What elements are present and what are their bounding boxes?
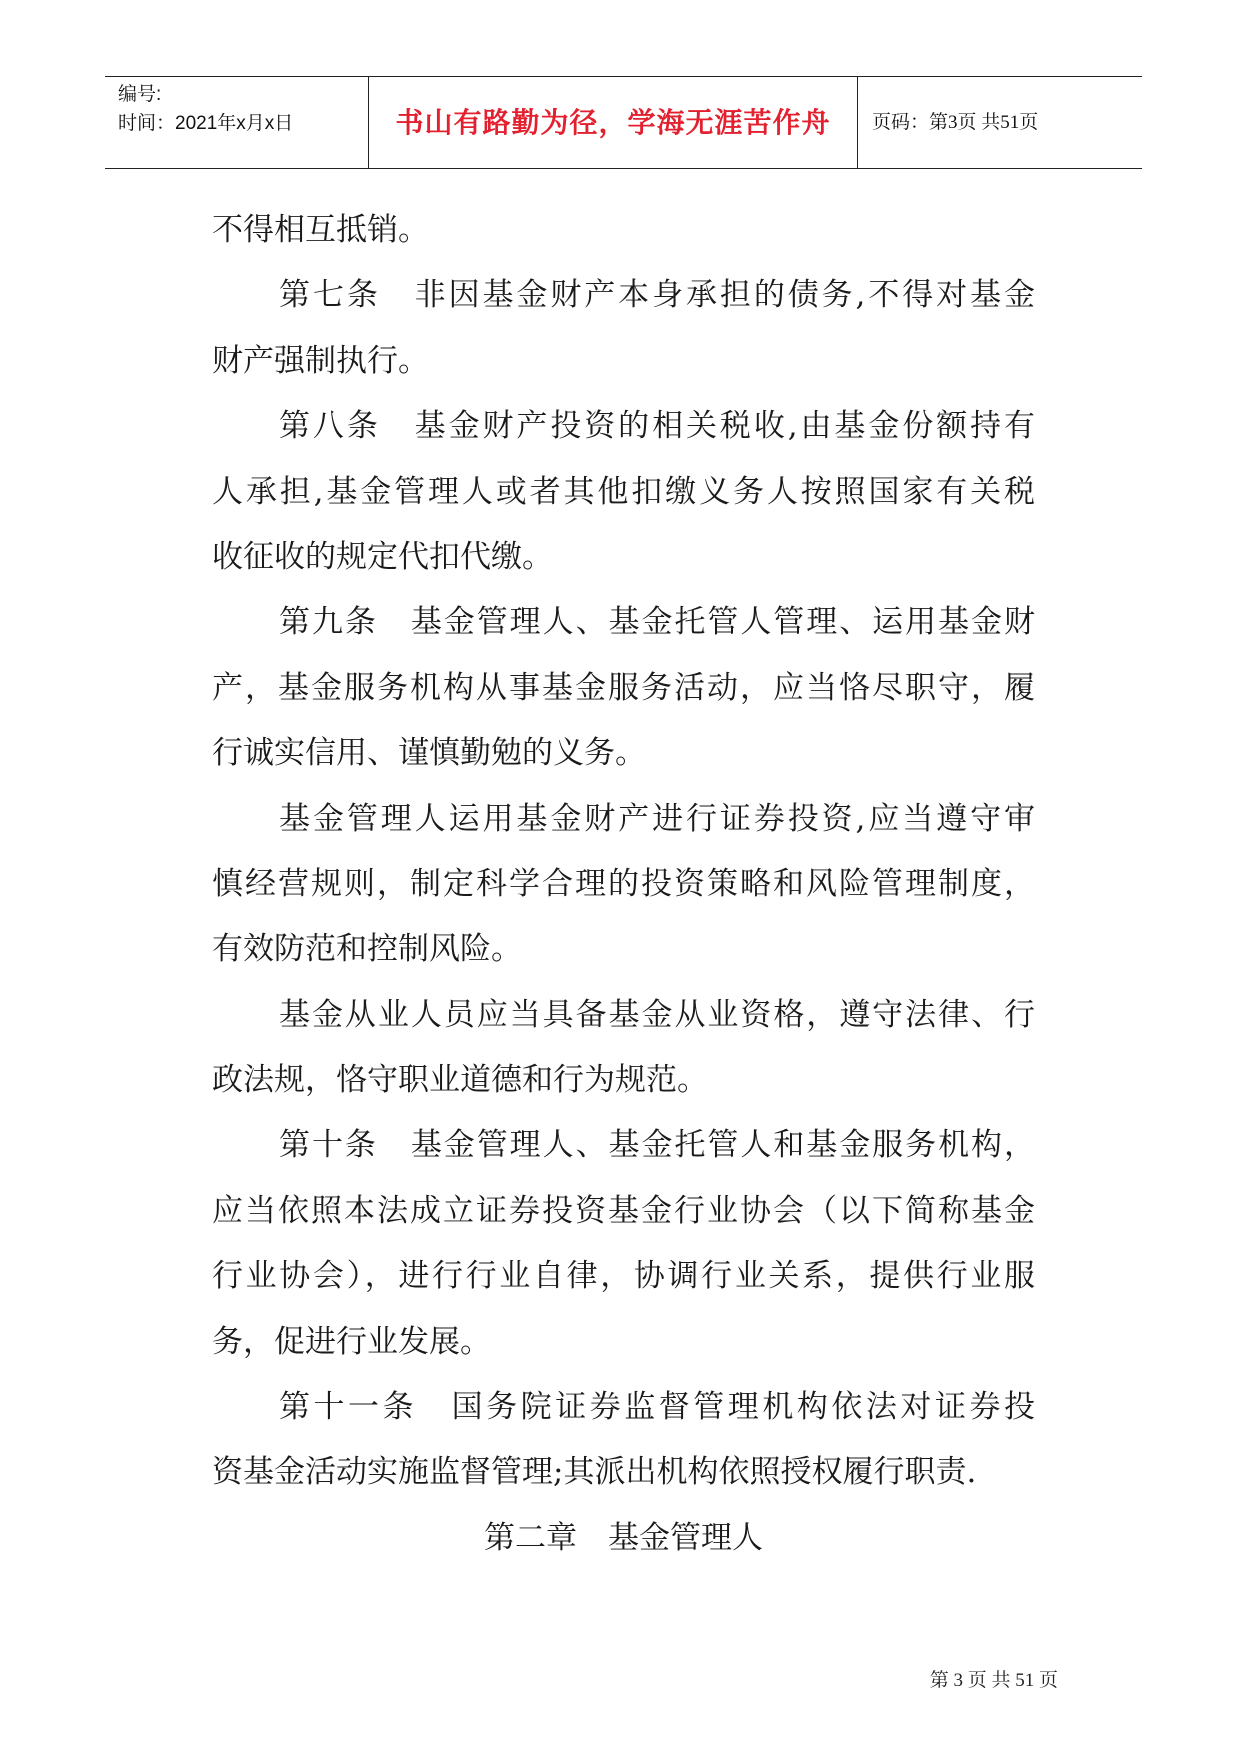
page-footer-number: 第 3 页 共 51 页 xyxy=(929,1670,1058,1691)
chapter-heading: 第二章 基金管理人 xyxy=(484,1519,763,1556)
article-8-line: 第八条 基金财产投资的相关税收,由基金份额持有 xyxy=(279,408,1035,445)
document-body xyxy=(212,198,1035,1571)
header-divider xyxy=(368,77,369,168)
article-9-para2-line: 慎经营规则，制定科学合理的投资策略和风险管理制度， xyxy=(212,865,1035,902)
header-divider xyxy=(857,77,858,168)
article-9-line: 产，基金服务机构从事基金服务活动，应当恪尽职守，履 xyxy=(212,669,1035,706)
article-9-para3-line: 基金从业人员应当具备基金从业资格，遵守法律、行 xyxy=(279,996,1035,1033)
article-8-line: 收征收的规定代扣代缴。 xyxy=(212,538,553,575)
article-9-para3-line: 政法规，恪守职业道德和行为规范。 xyxy=(212,1062,708,1099)
document-time-label: 时间：2021年x月x日 xyxy=(118,113,294,134)
article-7-line: 第七条 非因基金财产本身承担的债务,不得对基金 xyxy=(279,277,1035,314)
article-9-para2-line: 有效防范和控制风险。 xyxy=(212,931,522,968)
article-10-line: 行业协会），进行行业自律，协调行业关系，提供行业服 xyxy=(212,1258,1035,1295)
header-page-label: 页码：第3页 共51页 xyxy=(872,112,1039,133)
article-11-line: 资基金活动实施监督管理;其派出机构依照授权履行职责. xyxy=(212,1454,977,1491)
article-9-line: 行诚实信用、谨慎勤勉的义务。 xyxy=(212,735,646,772)
article-7-line: 财产强制执行。 xyxy=(212,342,429,379)
header-motto: 书山有路勤为径，学海无涯苦作舟 xyxy=(395,106,831,139)
article-9-line: 第九条 基金管理人、基金托管人管理、运用基金财 xyxy=(279,604,1035,641)
article-8-line: 人承担,基金管理人或者其他扣缴义务人按照国家有关税 xyxy=(212,473,1035,510)
article-10-line: 务，促进行业发展。 xyxy=(212,1323,491,1360)
article-10-line: 第十条 基金管理人、基金托管人和基金服务机构， xyxy=(279,1127,1035,1164)
text-line: 不得相互抵销。 xyxy=(212,212,429,248)
article-10-line: 应当依照本法成立证券投资基金行业协会（以下简称基金 xyxy=(212,1192,1035,1229)
article-11-line: 第十一条 国务院证券监督管理机构依法对证券投 xyxy=(279,1389,1035,1426)
article-9-para2-line: 基金管理人运用基金财产进行证券投资,应当遵守审 xyxy=(279,800,1035,837)
document-number-label: 编号: xyxy=(118,84,162,105)
page-header xyxy=(105,76,1142,169)
